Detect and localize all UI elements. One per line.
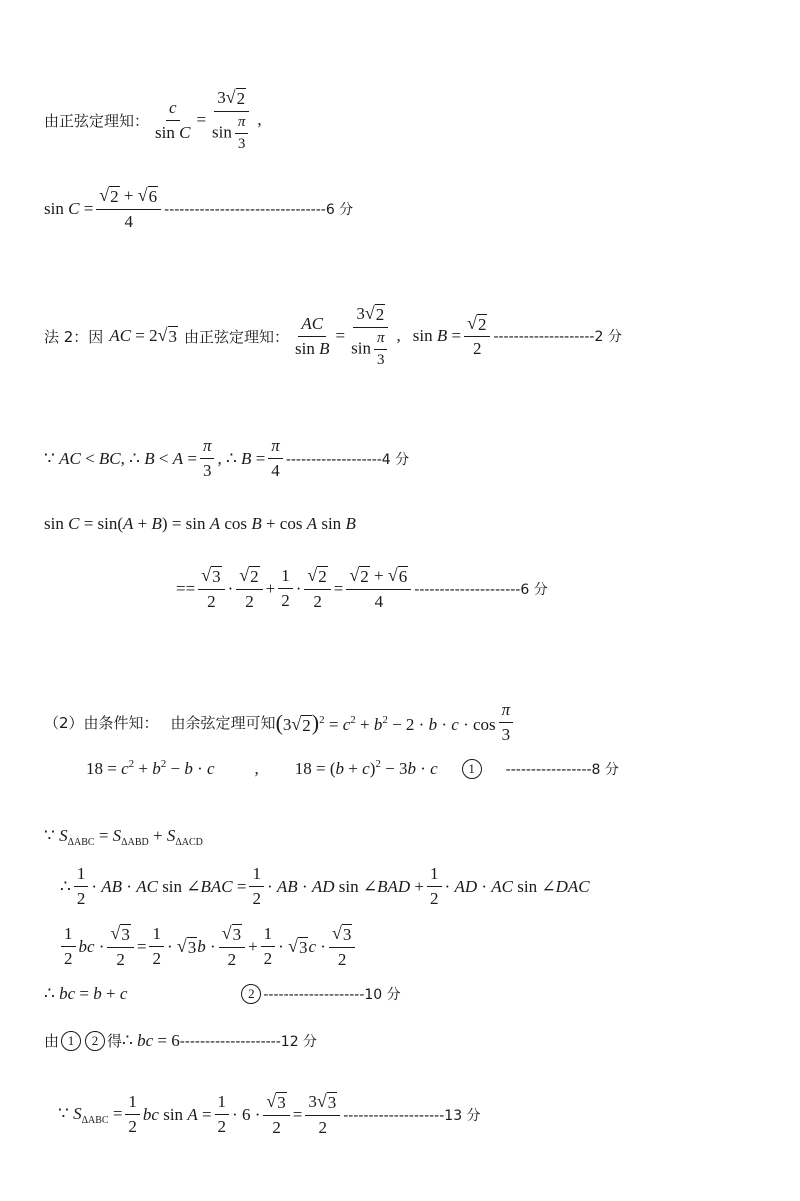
line-area-sum: ∵ $S_{\Delta ABC} = S_{\Delta ABD} + S_{\Delta ACD}$ [44,826,203,848]
text-part2: （2）由条件知： [44,714,159,732]
fraction-3root2-over-sin-pi3-b: 3 √ 2 sin $\frac{\pi}{3}$ [348,304,393,369]
text-law-of-sines-2: 由正弦定理知： [184,327,290,346]
line-equation-1: $18 = c^2 + b^2 - b \cdot c$ , $18 = (b + c)^2 - 3b \cdot c$ 1 -----------------8 分 [86,758,619,778]
line-sinC-compute: == √ 3 2 · √ 2 2 + $\frac{1}{2}$ · √ 2 2 = √ 2 + √ 6 4 ---------------------6 分 [176,565,548,611]
line-area-expand: ∴ $\frac{1}{2}$ · AB · AC sin ∠BAC = $\frac{1}{2}$ · AB · AD sin ∠BAD + $\frac{1}{2}$ · AD · AC sin ∠DAC [60,864,590,908]
score-2: --------------------2 分 [493,329,622,346]
fraction-3root2-over-sin-pi3: 3 √ 2 sin $\frac{\pi}{3}$ [209,88,254,153]
score-4: -------------------4 分 [285,451,410,468]
fraction-root2-plus-root6-over-4: √ 2 + √ 6 4 [96,186,161,232]
score-13: --------------------13 分 [343,1107,481,1124]
line-law-of-sines-1: 由正弦定理知： $\frac{c}{\text{sin C}}$ = 3 √ 2 sin $\frac{\pi}{3}$ , [44,87,262,152]
score-12: --------------------12 分 [179,1033,318,1050]
marker-one: 1 [462,759,482,779]
line-area-result: ∵ $S_{\Delta ABC}$ = $\frac{1}{2}$ bc sin A = $\frac{1}{2}$ · 6 · √ 3 2 = 3 √ 3 2 --------------------13 分 [58,1091,481,1137]
line-sinC-expand: sin C = sin(A + B) = sin A cos B + cos A sin B [44,514,356,533]
text-from: 由 [44,1032,60,1050]
fraction-root2-over-2: √ 2 2 [464,314,490,360]
score-10: --------------------10 分 [263,987,401,1003]
marker-two: 2 [241,984,261,1004]
line-bc-result: 由 1 2 得 ∴ bc = 6 --------------------12 分 [44,1030,318,1050]
marker-one-b: 1 [61,1031,81,1051]
score-6b: ---------------------6 分 [414,581,548,598]
line-area-substitute: $\frac{1}{2}$ bc · √ 3 2 = $\frac{1}{2}$ · √ 3 b · √ 3 2 + $\frac{1}{2}$ · √ 3 c · √ 3 2 [58,924,358,970]
score-6: --------------------------------6 分 [164,201,354,218]
marker-two-b: 2 [85,1031,105,1051]
text-law-of-cosines: 由余弦定理可知 [170,714,276,732]
text-get: 得 [107,1032,123,1050]
text-law-of-sines: 由正弦定理知： [44,111,150,130]
line-angle-comparison: ∵ AC < BC, ∴ B < A = $\frac{\pi}{3}$ , ∴ B = $\frac{\pi}{4}$ -------------------4 分 [44,436,410,480]
line-sinC-result: sin C = √ 2 + √ 6 4 --------------------------------6 分 [44,185,354,231]
line-method-2: 法 2：因 AC = 2 √ 3 由正弦定理知： $\frac{AC}{\text{sin B}}$ = 3 √ 2 sin $\frac{\pi}{3}$ , sin B = √ 2 2 --------------------2 分 [44,303,622,368]
text-method-2: 法 2：因 [44,327,104,346]
line-part2-cosine: （2）由条件知： 由余弦定理可知 (3 √ 2 )$^2 = c^2 + b^2 - 2 \cdot b \cdot c \cdot \cos$ $\frac{\pi}{3}$ [44,700,516,745]
fraction-AC-over-sinB: $\frac{AC}{\text{sin B}}$ [295,313,330,358]
score-8: -----------------8 分 [505,761,619,778]
fraction-c-over-sinC: $\frac{c}{\text{sin C}}$ [155,97,191,142]
line-equation-2: ∴ bc = b + c 2 --------------------10 分 [44,984,401,1003]
